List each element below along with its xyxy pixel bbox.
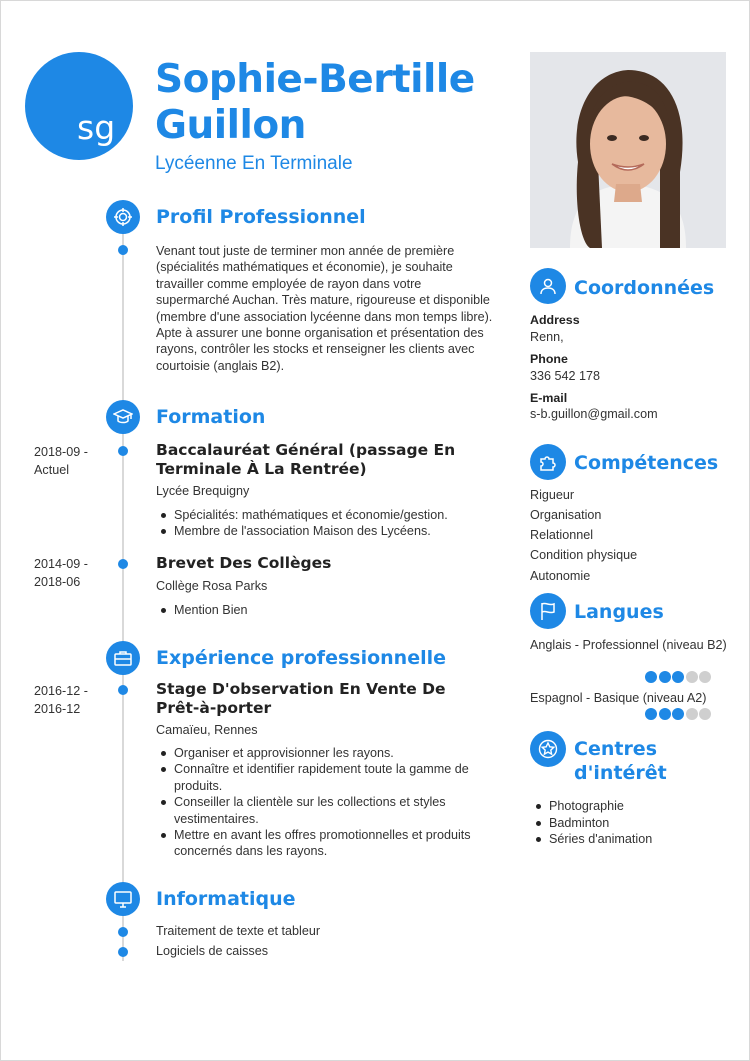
target-icon bbox=[106, 200, 140, 234]
entry-title: Stage D'observation En Vente De Prêt-à-porter bbox=[156, 680, 446, 717]
list-item: Mention Bien bbox=[156, 602, 501, 618]
section-title-skills: Compétences bbox=[574, 452, 719, 474]
rating-dot bbox=[645, 708, 657, 720]
rating-dot bbox=[659, 708, 671, 720]
section-title-contact: Coordonnées bbox=[574, 277, 715, 299]
email-value[interactable]: s-b.guillon@gmail.com bbox=[530, 407, 658, 421]
interests-list bbox=[531, 798, 652, 848]
phone-value: 336 542 178 bbox=[530, 369, 601, 383]
monitor-icon bbox=[106, 882, 140, 916]
timeline-dot bbox=[118, 927, 128, 937]
list-item: Organiser et approvisionner les rayons. bbox=[156, 745, 501, 761]
language-label: Espagnol - Basique (niveau A2) bbox=[530, 691, 707, 705]
monogram-badge bbox=[25, 52, 133, 160]
entry-bullets bbox=[156, 745, 501, 860]
entry-subtitle: Camaïeu, Rennes bbox=[156, 723, 258, 737]
entry-bullets bbox=[156, 602, 501, 618]
list-item: Mettre en avant les offres promotionnelles et produits concernés dans les rayons. bbox=[156, 827, 501, 860]
list-item: Conseiller la clientèle sur les collections et styles vestimentaires. bbox=[156, 794, 501, 827]
language-rating bbox=[645, 707, 713, 719]
timeline-dot bbox=[118, 947, 128, 957]
timeline-dot bbox=[118, 685, 128, 695]
section-title-experience: Expérience professionnelle bbox=[156, 647, 446, 669]
skill-item: Condition physique bbox=[530, 548, 638, 562]
rating-dot bbox=[659, 671, 671, 683]
list-item: Spécialités: mathématiques et économie/gestion. bbox=[156, 507, 501, 523]
entry-date: 2014-09 - 2018-06 bbox=[34, 557, 88, 589]
star-icon bbox=[530, 731, 566, 767]
flag-icon bbox=[530, 593, 566, 629]
rating-dot bbox=[672, 708, 684, 720]
rating-dot bbox=[699, 671, 711, 683]
list-item: Séries d'animation bbox=[531, 831, 652, 848]
entry-subtitle: Collège Rosa Parks bbox=[156, 579, 268, 593]
section-title-interests: Centres d'intérêt bbox=[574, 738, 667, 784]
language-rating bbox=[645, 670, 713, 682]
timeline-line bbox=[122, 216, 124, 961]
section-title-profile: Profil Professionnel bbox=[156, 206, 366, 228]
entry-bullets bbox=[156, 507, 501, 540]
address-label: Address bbox=[530, 313, 580, 327]
skill-item: Organisation bbox=[530, 508, 602, 522]
puzzle-icon bbox=[530, 444, 566, 480]
phone-label: Phone bbox=[530, 352, 568, 366]
list-item: Photographie bbox=[531, 798, 652, 815]
entry-date: 2016-12 - 2016-12 bbox=[34, 684, 88, 716]
rating-dot bbox=[645, 671, 657, 683]
timeline-dot bbox=[118, 245, 128, 255]
timeline-dot bbox=[118, 559, 128, 569]
rating-dot bbox=[699, 708, 711, 720]
entry-title: Brevet Des Collèges bbox=[156, 554, 332, 572]
skill-item: Rigueur bbox=[530, 488, 575, 502]
candidate-name: Sophie-Bertille Guillon bbox=[155, 57, 475, 148]
candidate-subtitle: Lycéenne En Terminale bbox=[155, 153, 353, 174]
entry-date: 2018-09 - Actuel bbox=[34, 445, 88, 477]
rating-dot bbox=[686, 671, 698, 683]
address-value: Renn, bbox=[530, 330, 564, 344]
profile-photo bbox=[530, 52, 726, 248]
language-label: Anglais - Professionnel (niveau B2) bbox=[530, 638, 727, 652]
section-title-it: Informatique bbox=[156, 888, 296, 910]
graduation-cap-icon bbox=[106, 400, 140, 434]
briefcase-icon bbox=[106, 641, 140, 675]
it-item: Logiciels de caisses bbox=[156, 944, 269, 958]
list-item: Badminton bbox=[531, 815, 652, 832]
it-item: Traitement de texte et tableur bbox=[156, 924, 321, 938]
rating-dot bbox=[686, 708, 698, 720]
monogram-text: sg bbox=[77, 108, 116, 147]
email-label: E-mail bbox=[530, 391, 568, 405]
section-title-formation: Formation bbox=[156, 406, 266, 428]
skill-item: Relationnel bbox=[530, 528, 594, 542]
section-title-languages: Langues bbox=[574, 601, 664, 623]
entry-subtitle: Lycée Brequigny bbox=[156, 484, 250, 498]
skill-item: Autonomie bbox=[530, 569, 591, 583]
rating-dot bbox=[672, 671, 684, 683]
profile-text: Venant tout juste de terminer mon année de première (spécialités mathématiques et économie), je souhaite travailler comme employée de rayon dans votre supermarché Auchan. Très mature, rigoureuse et disponible (membre d'une association lycéenne dans mon temps libre). Apte à assurer une bonne organisation et présentation des rayons, contrôler les stocks et renseigner les clients avec courtoisie (anglais B2). bbox=[156, 244, 493, 373]
list-item: Connaître et identifier rapidement toute la gamme de produits. bbox=[156, 761, 501, 794]
entry-title: Baccalauréat Général (passage En Terminale À La Rentrée) bbox=[156, 441, 456, 478]
list-item: Membre de l'association Maison des Lycéens. bbox=[156, 523, 501, 539]
user-icon bbox=[530, 268, 566, 304]
timeline-dot bbox=[118, 446, 128, 456]
